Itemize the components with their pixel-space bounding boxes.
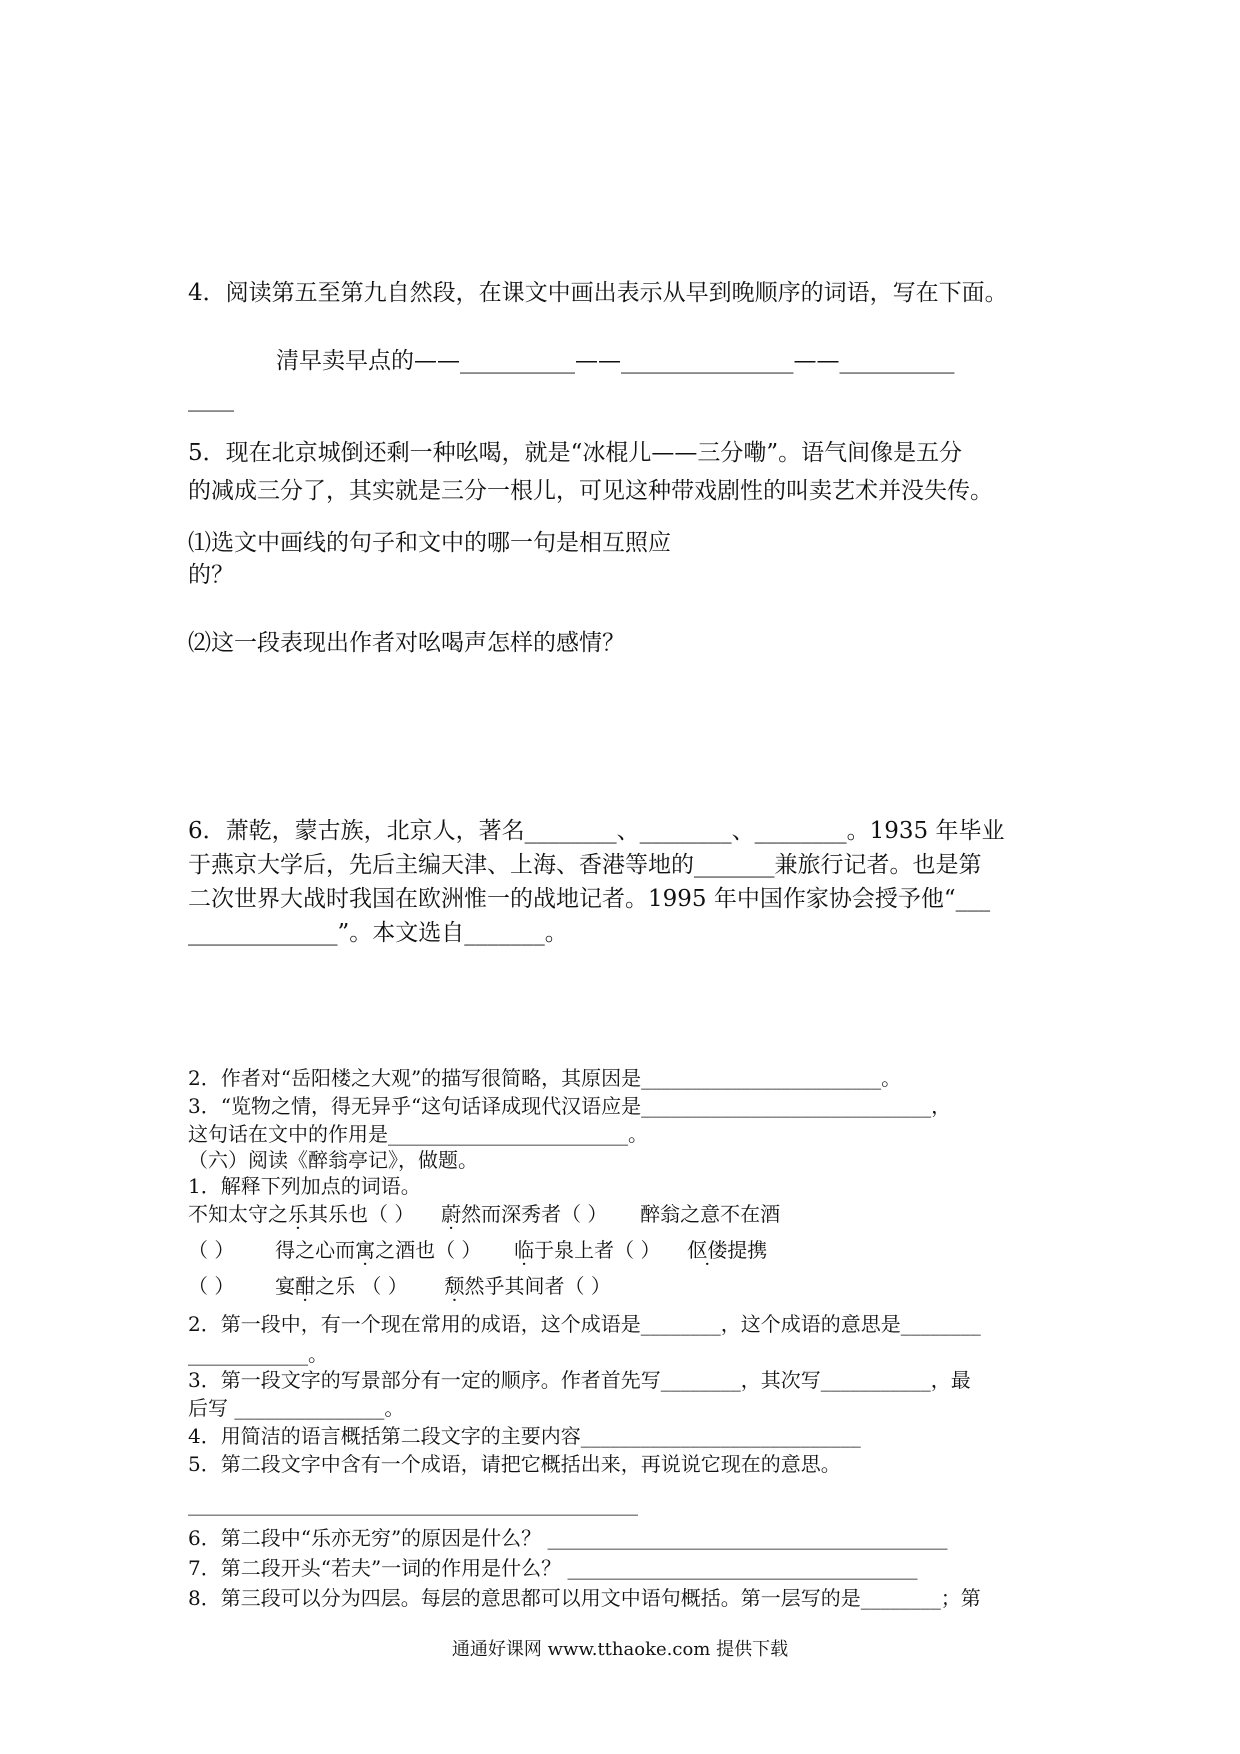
item-1-row-2-cell-1: （ ） [188, 1238, 235, 1262]
part-6-title: （六）阅读《醉翁亭记》，做题。 [188, 1148, 478, 1172]
item-1-row-3 [188, 1274, 611, 1298]
question-5-2: ⑵这一段表现出作者对吆喝声怎样的感情？ [188, 630, 625, 656]
item-7: 7．第二段开头“若夫”一词的作用是什么？ ___________________________________ [188, 1556, 918, 1580]
item-1-row-2 [188, 1238, 767, 1262]
question-5-line-1: 5．现在北京城倒还剩一种吆喝，就是“冰棍儿——三分嘞”。语气间像是五分 [188, 440, 963, 466]
question-5-line-2: 的减成三分了，其实就是三分一根儿，可见这种带戏剧性的叫卖艺术并没失传。 [188, 478, 993, 504]
question-6-line-1: 6．萧乾，蒙古族，北京人，著名________、________、________。1935 年毕业 [188, 818, 1005, 844]
page-footer: 通通好课网 www.tthaoke.com 提供下载 [451, 1639, 789, 1660]
item-5: 5．第二段文字中含有一个成语，请把它概括出来，再说说它现在的意思。 [188, 1452, 841, 1476]
item-1-row-1-cell-3: 醉翁之意不在酒 [640, 1202, 781, 1226]
item-1-row-3-cell-1: （ ） [188, 1274, 235, 1298]
item-1-row-1 [188, 1202, 780, 1226]
item-2-line-1: 2．第一段中，有一个现在常用的成语，这个成语是________，这个成语的意思是________ [188, 1312, 981, 1336]
item-5-answer-line: _____________________________________________ [188, 1492, 638, 1516]
item-1-row-1-cell-2: 蔚然而深秀者（ ） [441, 1202, 608, 1226]
item-8: 8．第三段可以分为四层。每层的意思都可以用文中语句概括。第一层写的是________；第 [188, 1586, 981, 1610]
item-1-title: 1．解释下列加点的词语。 [188, 1174, 421, 1198]
question-4-fill-line-1: 清早卖早点的——__________——_______________——__________ [276, 348, 955, 374]
item-4: 4．用简洁的语言概括第二段文字的主要内容____________________________ [188, 1424, 861, 1448]
item-1-row-3-cell-3: 颓然乎其间者（ ） [444, 1274, 611, 1298]
b-question-2: 2．作者对“岳阳楼之大观”的描写很简略，其原因是________________________。 [188, 1066, 902, 1090]
question-6-line-4: _____________”。本文选自_______。 [188, 920, 568, 946]
b-question-3-line-1: 3．“览物之情，得无异乎“这句话译成现代汉语应是_____________________________， [188, 1094, 952, 1118]
question-6-line-3: 二次世界大战时我国在欧洲惟一的战地记者。1995 年中国作家协会授予他“___ [188, 886, 991, 912]
item-6: 6．第二段中“乐亦无穷”的原因是什么？ ________________________________________ [188, 1526, 948, 1550]
b-question-3-line-2: 这句话在文中的作用是________________________。 [188, 1122, 648, 1146]
question-6-line-2: 于燕京大学后，先后主编天津、上海、香港等地的_______兼旅行记者。也是第 [188, 852, 982, 878]
question-4: 4．阅读第五至第九自然段，在课文中画出表示从早到晚顺序的词语，写在下面。 [188, 280, 1008, 306]
item-1-row-3-cell-2: 宴酣之乐 （ ） [275, 1274, 408, 1298]
item-2-line-2: ____________。 [188, 1342, 328, 1366]
item-1-row-2-cell-2: 得之心而寓之酒也（ ） [275, 1238, 482, 1262]
question-5-1-line-1: ⑴选文中画线的句子和文中的哪一句是相互照应 [188, 530, 671, 556]
item-1-row-1-cell-1: 不知太守之乐其乐也（ ） [188, 1202, 415, 1226]
question-5-1-line-2: 的？ [188, 562, 234, 588]
item-3-line-2: 后写 _______________。 [188, 1396, 405, 1420]
question-4-fill-line-2: ____ [188, 386, 234, 412]
item-1-row-2-cell-4: 伛偻提携 [687, 1238, 768, 1262]
item-1-row-2-cell-3: 临于泉上者（ ） [514, 1238, 661, 1262]
item-3-line-1: 3．第一段文字的写景部分有一定的顺序。作者首先写________，其次写___________，最 [188, 1368, 971, 1392]
